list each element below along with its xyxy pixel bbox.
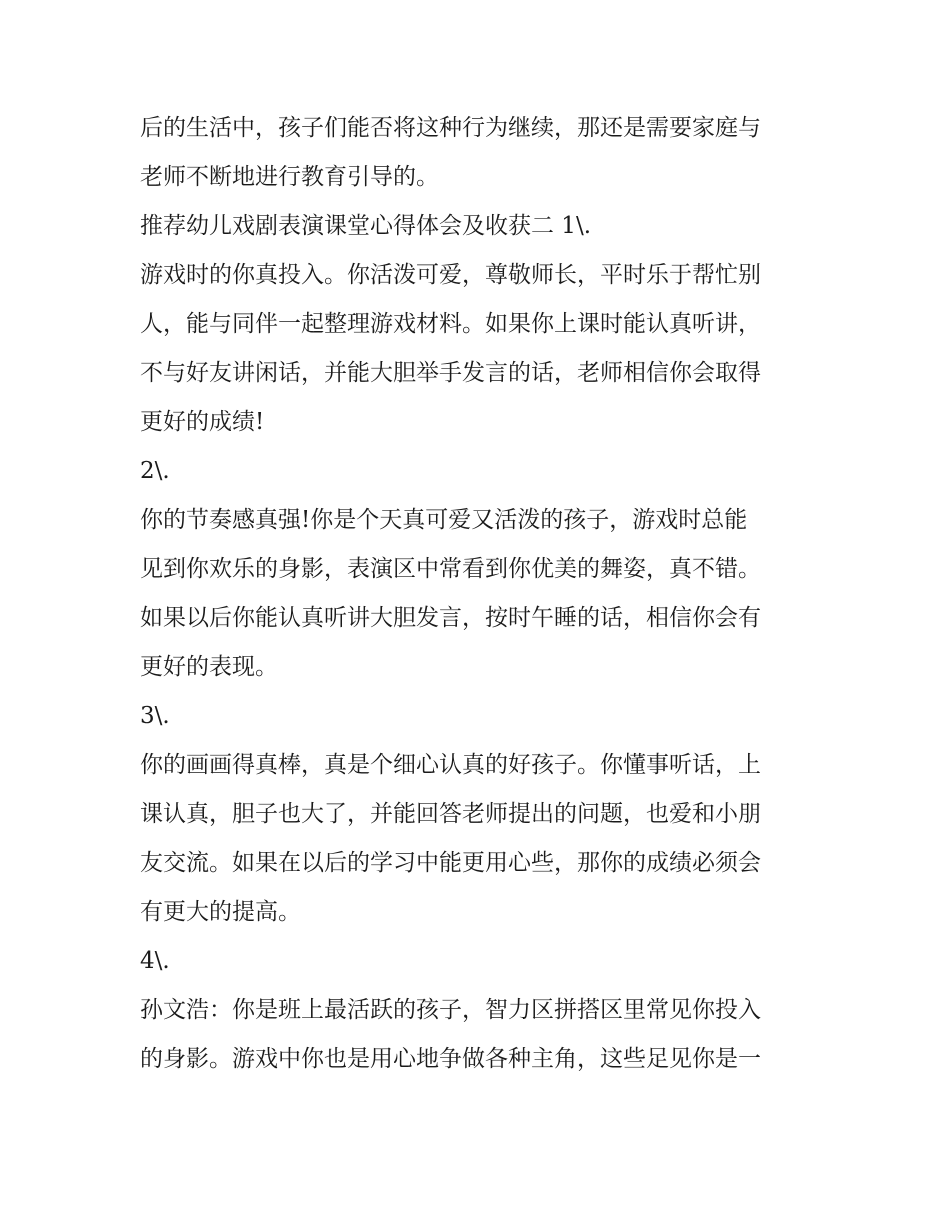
item-number: 3\. bbox=[140, 703, 170, 729]
text-line: 更好的成绩! bbox=[140, 409, 265, 435]
text-line: 见到你欢乐的身影，表演区中常看到你优美的舞姿，真不错。 bbox=[140, 556, 761, 582]
text-line: 有更大的提高。 bbox=[140, 899, 301, 925]
text-line: 你的画画得真棒，真是个细心认真的好孩子。你懂事听话，上 bbox=[140, 752, 761, 778]
text-line: 孙文浩：你是班上最活跃的孩子，智力区拼搭区里常见你投入 bbox=[140, 997, 761, 1023]
text-line: 后的生活中，孩子们能否将这种行为继续，那还是需要家庭与 bbox=[140, 115, 761, 141]
text-line: 游戏时的你真投入。你活泼可爱，尊敬师长，平时乐于帮忙别 bbox=[140, 262, 761, 288]
text-line: 课认真，胆子也大了，并能回答老师提出的问题，也爱和小朋 bbox=[140, 801, 761, 827]
text-line: 的身影。游戏中你也是用心地争做各种主角，这些足见你是一 bbox=[140, 1046, 761, 1072]
text-line: 你的节奏感真强!你是个天真可爱又活泼的孩子，游戏时总能 bbox=[140, 507, 748, 533]
item-number: 4\. bbox=[140, 948, 170, 974]
text-line: 人，能与同伴一起整理游戏材料。如果你上课时能认真听讲， bbox=[140, 311, 761, 337]
text-line: 老师不断地进行教育引导的。 bbox=[140, 164, 439, 190]
text-line: 如果以后你能认真听讲大胆发言，按时午睡的话，相信你会有 bbox=[140, 605, 761, 631]
document-body bbox=[140, 104, 820, 1084]
text-line: 友交流。如果在以后的学习中能更用心些，那你的成绩必须会 bbox=[140, 850, 761, 876]
text-line: 更好的表现。 bbox=[140, 654, 278, 680]
section-heading: 推荐幼儿戏剧表演课堂心得体会及收获二 1\. bbox=[140, 213, 592, 239]
item-number: 2\. bbox=[140, 458, 170, 484]
text-line: 不与好友讲闲话，并能大胆举手发言的话，老师相信你会取得 bbox=[140, 360, 761, 386]
